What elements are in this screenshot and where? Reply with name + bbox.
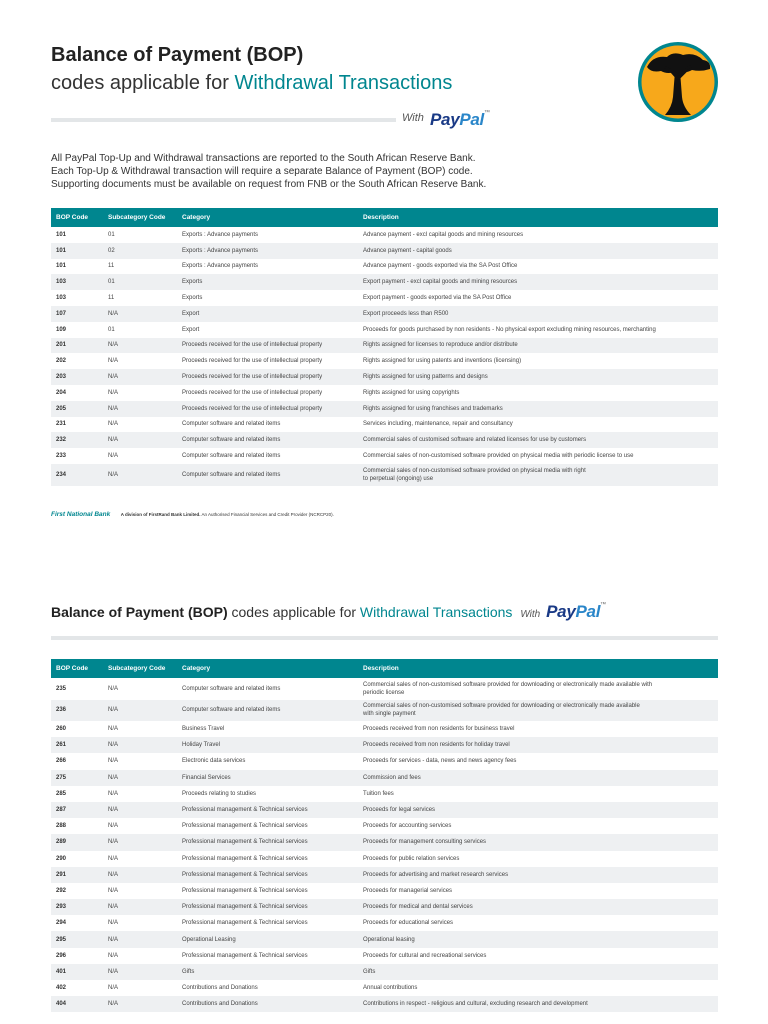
subcategory-cell: N/A [108, 726, 119, 733]
bop-code-cell: 232 [51, 432, 103, 448]
table-row [51, 432, 718, 448]
subcategory-cell: N/A [108, 358, 119, 365]
table-row [51, 721, 718, 737]
table-row [51, 290, 718, 306]
description-cell: Export payment - goods exported via the SA Post Office [363, 295, 512, 302]
with-label: With [402, 112, 424, 124]
subcategory-cell: N/A [103, 401, 177, 417]
table-row [51, 753, 718, 769]
category-cell: Contributions and Donations [182, 985, 258, 992]
table-row [51, 818, 718, 834]
subcategory-cell: 01 [103, 274, 177, 290]
table-row [51, 899, 718, 915]
subcategory-cell: N/A [108, 790, 119, 797]
description-cell: Proceeds for legal services [358, 802, 718, 818]
description-cell: Annual contributions [363, 985, 418, 992]
table-row [51, 802, 718, 818]
bop-code-cell: 261 [51, 737, 103, 753]
description-cell: Rights assigned for using copyrights [363, 389, 460, 396]
description-cell: Advance payment - excl capital goods and mining resources [363, 231, 524, 238]
description-cell: Commercial sales of non-customised software provided on physical media with right to perpetual (ongoing) use [358, 464, 718, 486]
subcategory-cell: N/A [108, 823, 119, 830]
table-row [51, 786, 718, 802]
header-subcategory-code: Subcategory Code [103, 659, 177, 678]
category-cell: Proceeds received for the use of intellectual property [177, 338, 358, 354]
description-cell: Rights assigned for licenses to reproduce and/or distribute [358, 338, 718, 354]
intro-line: Supporting documents must be available on request from FNB or the South African Reserve Bank. [51, 179, 487, 190]
table-row [51, 867, 718, 883]
category-cell: Proceeds relating to studies [182, 790, 257, 797]
category-cell: Business Travel [182, 726, 225, 733]
description-cell: Contributions in respect - religious and cultural, excluding research and development [358, 996, 718, 1012]
bop-code-cell: 402 [56, 985, 67, 992]
subcategory-cell: 01 [108, 326, 115, 333]
description-cell: Proceeds for accounting services [363, 823, 452, 830]
bop-code-cell: 290 [56, 855, 67, 862]
subcategory-cell: N/A [103, 867, 177, 883]
category-cell: Professional management & Technical services [182, 920, 308, 927]
bop-code-cell: 260 [56, 726, 67, 733]
table-row [51, 678, 718, 700]
bop-code-cell: 101 [56, 231, 67, 238]
category-cell: Electronic data services [182, 758, 246, 765]
bop-code-cell: 109 [56, 326, 67, 333]
category-cell: Professional management & Technical services [177, 899, 358, 915]
intro-text [51, 152, 486, 191]
category-cell: Proceeds received for the use of intellectual property [182, 358, 323, 365]
paypal-logo: PayPal™ [546, 602, 606, 621]
header-category: Category [177, 208, 358, 227]
description-cell: Gifts [358, 964, 718, 980]
subcategory-cell: N/A [108, 453, 119, 460]
page-2-title-highlight: Withdrawal Transactions [359, 604, 513, 620]
bop-code-cell: 275 [51, 770, 103, 786]
description-cell: Commercial sales of non-customised software provided on physical media with periodic license to use [363, 453, 634, 460]
subcategory-cell: N/A [103, 996, 177, 1012]
table-row [51, 385, 718, 401]
table-row [51, 464, 718, 486]
bop-code-cell: 292 [56, 887, 67, 894]
subcategory-cell: N/A [103, 700, 177, 722]
description-cell: Commercial sales of non-customised software provided for downloading or electronically made available with periodic license [363, 681, 653, 696]
description-cell: Advance payment - capital goods [358, 243, 718, 259]
subcategory-cell: N/A [103, 432, 177, 448]
description-cell: Rights assigned for using patterns and designs [358, 369, 718, 385]
table-row [51, 915, 718, 931]
table-header-row [51, 659, 718, 678]
table-row [51, 259, 718, 275]
bank-division: A division of FirstRand Bank Limited. An Authorised Financial Services and Credit Provider (NCRCP20). [120, 512, 334, 517]
bop-code-cell: 234 [51, 464, 103, 486]
bop-code-cell: 294 [56, 920, 67, 927]
bop-code-cell: 289 [51, 834, 103, 850]
bop-table-2 [51, 659, 718, 1012]
description-cell: Commercial sales of customised software and related licenses for use by customers [358, 432, 718, 448]
subcategory-cell: 01 [108, 231, 115, 238]
category-cell: Professional management & Technical services [177, 834, 358, 850]
footer-bank [51, 503, 334, 521]
category-cell: Operational Leasing [177, 931, 358, 947]
header-subcategory-code: Subcategory Code [103, 208, 177, 227]
description-cell: Proceeds for educational services [363, 920, 454, 927]
table-row [51, 243, 718, 259]
subcategory-cell: N/A [108, 421, 119, 428]
table-row [51, 227, 718, 243]
description-cell: Proceeds for services - data, news and news agency fees [363, 758, 517, 765]
category-cell: Professional management & Technical services [177, 867, 358, 883]
bank-name: First National Bank [51, 511, 111, 518]
category-cell: Computer software and related items [177, 464, 358, 486]
bop-code-cell: 235 [56, 685, 67, 692]
category-cell: Exports [177, 274, 358, 290]
subcategory-cell: N/A [103, 338, 177, 354]
bop-code-cell: 401 [51, 964, 103, 980]
category-cell: Proceeds received for the use of intellectual property [182, 389, 323, 396]
header-description: Description [358, 659, 718, 678]
table-row [51, 948, 718, 964]
header-bop-code: BOP Code [51, 208, 103, 227]
description-cell: Operational leasing [358, 931, 718, 947]
subcategory-cell: N/A [103, 802, 177, 818]
subcategory-cell: 02 [103, 243, 177, 259]
category-cell: Computer software and related items [182, 453, 281, 460]
table-row [51, 851, 718, 867]
intro-line: All PayPal Top-Up and Withdrawal transactions are reported to the South African Reserve Bank. [51, 153, 476, 164]
with-label: With [520, 609, 541, 620]
description-cell: Export payment - excl capital goods and mining resources [358, 274, 718, 290]
category-cell: Computer software and related items [182, 685, 281, 692]
category-cell: Professional management & Technical services [182, 952, 308, 959]
bop-code-cell: 266 [56, 758, 67, 765]
bop-code-cell: 101 [56, 263, 67, 270]
bop-code-cell: 107 [51, 306, 103, 322]
table-row [51, 980, 718, 996]
table-row [51, 737, 718, 753]
subcategory-cell: N/A [103, 834, 177, 850]
description-cell: Advance payment - goods exported via the SA Post Office [363, 263, 518, 270]
category-cell: Financial Services [177, 770, 358, 786]
bop-code-cell: 205 [51, 401, 103, 417]
category-cell: Exports [182, 295, 203, 302]
table-row [51, 964, 718, 980]
description-cell: Proceeds for medical and dental services [358, 899, 718, 915]
bop-code-cell: 103 [56, 295, 67, 302]
bop-code-cell: 204 [56, 389, 67, 396]
description-cell: Rights assigned for using franchises and trademarks [358, 401, 718, 417]
description-cell: Export proceeds less than R500 [358, 306, 718, 322]
subcategory-cell: N/A [103, 306, 177, 322]
subcategory-cell: N/A [108, 887, 119, 894]
subcategory-cell: N/A [108, 920, 119, 927]
bop-code-cell: 288 [56, 823, 67, 830]
page-title: Balance of Payment (BOP) [51, 44, 304, 66]
category-cell: Professional management & Technical services [182, 823, 308, 830]
category-cell: Professional management & Technical services [177, 802, 358, 818]
bop-code-cell: 285 [56, 790, 67, 797]
category-cell: Professional management & Technical services [182, 855, 308, 862]
paypal-logo: PayPal™ [430, 110, 490, 129]
category-cell: Proceeds received for the use of intellectual property [177, 401, 358, 417]
table-row [51, 401, 718, 417]
category-cell: Exports : Advance payments [182, 263, 259, 270]
table-row [51, 353, 718, 369]
category-cell: Exports : Advance payments [177, 243, 358, 259]
table-row [51, 306, 718, 322]
subcategory-cell: N/A [103, 369, 177, 385]
description-cell: Proceeds for advertising and market research services [358, 867, 718, 883]
intro-line: Each Top-Up & Withdrawal transaction will require a separate Balance of Payment (BOP) code. [51, 166, 473, 177]
header-bop-code: BOP Code [51, 659, 103, 678]
table-row [51, 448, 718, 464]
description-cell: Proceeds received from non residents for business travel [363, 726, 515, 733]
table-row [51, 700, 718, 722]
table-row [51, 274, 718, 290]
description-cell: Commission and fees [358, 770, 718, 786]
subcategory-cell: N/A [103, 464, 177, 486]
header-rule [51, 636, 718, 640]
subcategory-cell: N/A [108, 389, 119, 396]
table-row [51, 931, 718, 947]
category-cell: Export [182, 326, 200, 333]
category-cell: Gifts [177, 964, 358, 980]
category-cell: Exports : Advance payments [182, 231, 259, 238]
subcategory-cell: 11 [108, 263, 115, 270]
bop-code-cell: 296 [56, 952, 67, 959]
subcategory-cell: N/A [108, 985, 119, 992]
category-cell: Computer software and related items [177, 432, 358, 448]
table-row [51, 417, 718, 433]
page-2-title-mid: codes applicable for [231, 604, 357, 620]
bop-code-cell: 202 [56, 358, 67, 365]
page-2-title-bold: Balance of Payment (BOP) [51, 604, 228, 620]
subcategory-cell: N/A [108, 952, 119, 959]
subcategory-cell: 11 [108, 295, 115, 302]
table-row [51, 834, 718, 850]
table-row [51, 322, 718, 338]
page-2-title [51, 602, 606, 622]
table-row [51, 883, 718, 899]
category-cell: Proceeds received for the use of intellectual property [177, 369, 358, 385]
table-header-row [51, 208, 718, 227]
header-description: Description [358, 208, 718, 227]
header-category: Category [177, 659, 358, 678]
subcategory-cell: N/A [103, 737, 177, 753]
bop-code-cell: 231 [56, 421, 67, 428]
bop-code-cell: 295 [51, 931, 103, 947]
bop-code-cell: 236 [51, 700, 103, 722]
description-cell: Rights assigned for using patents and inventions (licensing) [363, 358, 522, 365]
description-cell: Commercial sales of non-customised software provided for downloading or electronically made available with single payment [358, 700, 718, 722]
subcategory-cell: N/A [103, 931, 177, 947]
subcategory-cell: N/A [108, 685, 119, 692]
bop-code-cell: 404 [51, 996, 103, 1012]
bop-code-cell: 203 [51, 369, 103, 385]
bop-code-cell: 201 [51, 338, 103, 354]
bop-table-1 [51, 208, 718, 486]
subtitle-prefix: codes applicable for [51, 72, 229, 94]
description-cell: Tuition fees [363, 790, 394, 797]
subcategory-cell: N/A [108, 855, 119, 862]
fnb-tree-logo-icon [637, 41, 719, 123]
bop-code-cell: 287 [51, 802, 103, 818]
subcategory-cell: N/A [108, 758, 119, 765]
description-cell: Proceeds for management consulting services [358, 834, 718, 850]
subcategory-cell: N/A [103, 899, 177, 915]
subcategory-cell: N/A [103, 770, 177, 786]
category-cell: Computer software and related items [177, 700, 358, 722]
description-cell: Proceeds for public relation services [363, 855, 460, 862]
category-cell: Professional management & Technical services [182, 887, 308, 894]
description-cell: Proceeds for goods purchased by non residents - No physical export excluding mining resources, merchanting [363, 326, 656, 333]
table-row [51, 996, 718, 1012]
description-cell: Proceeds received from non residents for holiday travel [358, 737, 718, 753]
bop-code-cell: 293 [51, 899, 103, 915]
bop-code-cell: 103 [51, 274, 103, 290]
subcategory-cell: N/A [103, 964, 177, 980]
category-cell: Computer software and related items [182, 421, 281, 428]
category-cell: Holiday Travel [177, 737, 358, 753]
category-cell: Contributions and Donations [177, 996, 358, 1012]
bop-code-cell: 101 [51, 243, 103, 259]
description-cell: Services including, maintenance, repair and consultancy [363, 421, 513, 428]
category-cell: Export [177, 306, 358, 322]
page-subtitle [51, 72, 452, 95]
bop-code-cell: 233 [56, 453, 67, 460]
subtitle-highlight: Withdrawal Transactions [234, 72, 453, 94]
description-cell: Proceeds for managerial services [363, 887, 453, 894]
bop-code-cell: 291 [51, 867, 103, 883]
table-row [51, 369, 718, 385]
header-rule [51, 118, 396, 122]
description-cell: Proceeds for cultural and recreational services [363, 952, 487, 959]
table-row [51, 338, 718, 354]
table-row [51, 770, 718, 786]
